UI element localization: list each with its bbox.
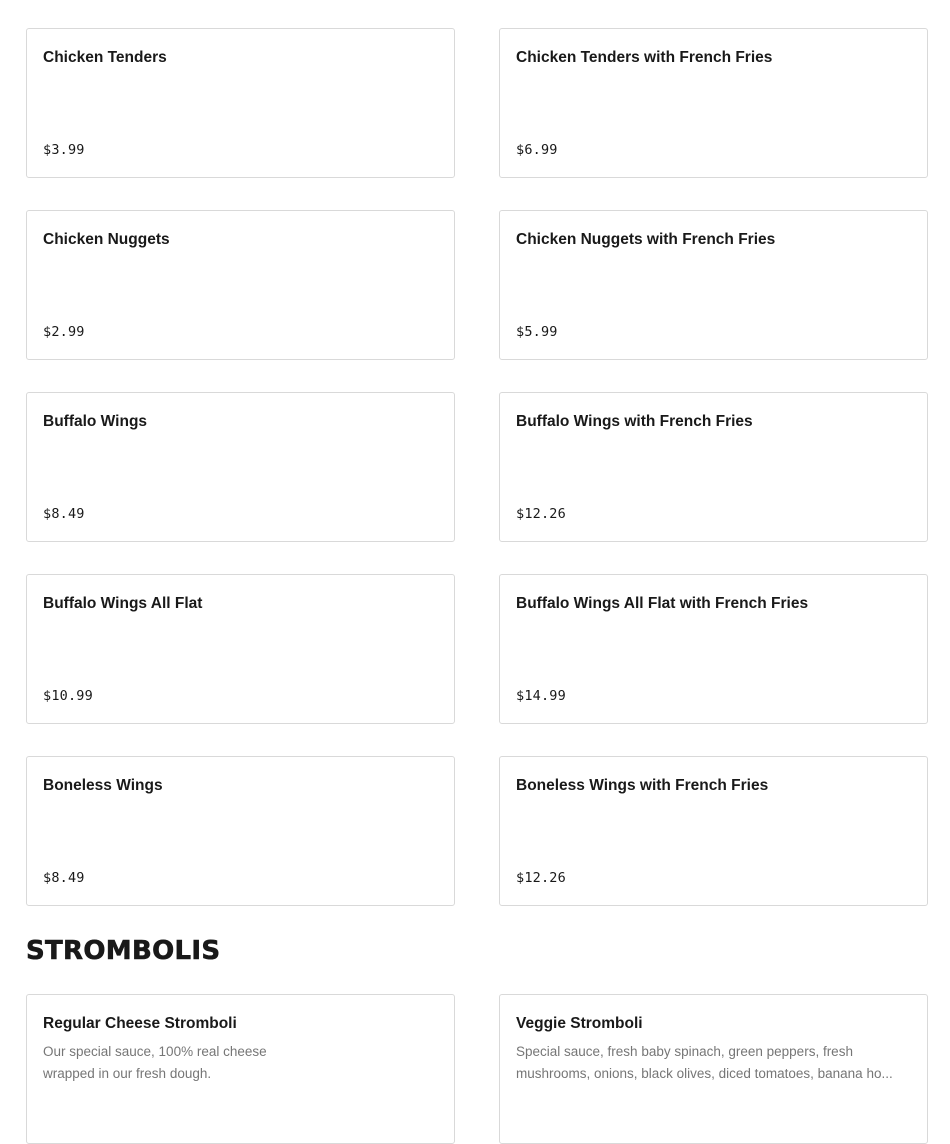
menu-item-price: $6.99 xyxy=(516,142,558,158)
menu-item-card-chicken-tenders[interactable] xyxy=(26,28,455,178)
menu-item-name: Chicken Tenders xyxy=(43,49,167,66)
menu-item-card-chicken-tenders-with-french-fries[interactable] xyxy=(499,28,928,178)
sides-menu-grid xyxy=(26,28,928,906)
menu-item-name: Chicken Tenders with French Fries xyxy=(516,49,773,66)
menu-item-price: $12.26 xyxy=(516,506,566,522)
menu-item-price: $14.99 xyxy=(516,688,566,704)
menu-item-price: $5.99 xyxy=(516,324,558,340)
menu-item-name: Boneless Wings xyxy=(43,777,163,794)
menu-item-name: Buffalo Wings xyxy=(43,413,148,430)
menu-item-card-boneless-wings[interactable] xyxy=(26,756,455,906)
menu-item-card-buffalo-wings-all-flat-with-french-fries[interactable] xyxy=(499,574,928,724)
menu-item-description: Our special sauce, 100% real cheese wrapped in our fresh dough. xyxy=(43,1044,267,1081)
menu-item-card-regular-cheese-stromboli[interactable] xyxy=(26,994,455,1144)
menu-item-price: $3.99 xyxy=(43,142,85,158)
menu-item-price: $8.49 xyxy=(43,506,85,522)
menu-item-price: $12.26 xyxy=(516,870,566,886)
menu-item-card-chicken-nuggets[interactable] xyxy=(26,210,455,360)
menu-item-name: Buffalo Wings with French Fries xyxy=(516,413,753,430)
menu-item-name: Chicken Nuggets xyxy=(43,231,170,248)
menu-item-name: Chicken Nuggets with French Fries xyxy=(516,231,776,248)
menu-item-name: Boneless Wings with French Fries xyxy=(516,777,769,794)
menu-item-price: $8.49 xyxy=(43,870,85,886)
menu-item-card-buffalo-wings-all-flat[interactable] xyxy=(26,574,455,724)
section-title-strombolis: STROMBOLIS xyxy=(26,936,221,966)
menu-item-name: Veggie Stromboli xyxy=(516,1015,643,1032)
menu-item-card-buffalo-wings[interactable] xyxy=(26,392,455,542)
menu-item-name: Buffalo Wings All Flat xyxy=(43,595,203,612)
menu-item-name: Regular Cheese Stromboli xyxy=(43,1015,237,1032)
menu-item-card-boneless-wings-with-french-fries[interactable] xyxy=(499,756,928,906)
menu-item-card-buffalo-wings-with-french-fries[interactable] xyxy=(499,392,928,542)
strombolis-menu-grid xyxy=(26,994,928,1144)
menu-item-card-chicken-nuggets-with-french-fries[interactable] xyxy=(499,210,928,360)
menu-item-description: Special sauce, fresh baby spinach, green peppers, fresh mushrooms, onions, black olives, diced tomatoes, banana ho... xyxy=(516,1044,893,1081)
menu-item-card-veggie-stromboli[interactable] xyxy=(499,994,928,1144)
menu-item-price: $10.99 xyxy=(43,688,93,704)
menu-item-price: $2.99 xyxy=(43,324,85,340)
menu-item-name: Buffalo Wings All Flat with French Fries xyxy=(516,595,809,612)
